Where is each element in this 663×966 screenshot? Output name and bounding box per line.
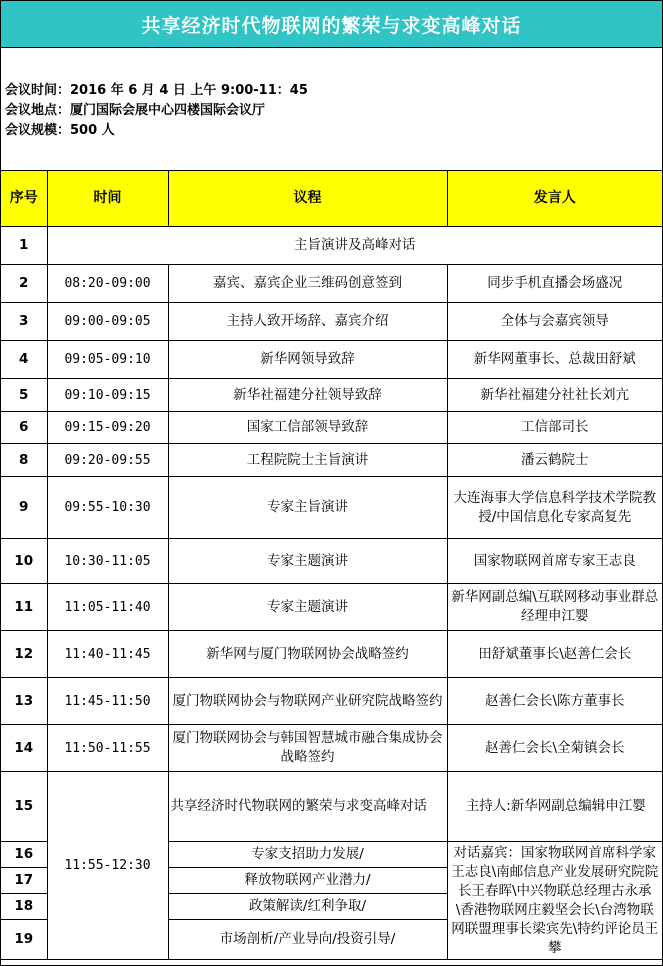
header-no: 序号 [1,171,47,227]
row-speaker: 田舒斌董事长\赵善仁会长 [447,631,662,678]
table-row [1,725,662,772]
row-agenda: 专家主旨演讲 [168,477,447,539]
row-no: 8 [1,444,47,477]
row-agenda: 厦门物联网协会与物联网产业研究院战略签约 [168,678,447,725]
header-speaker: 发言人 [447,171,662,227]
row-no: 4 [1,341,47,379]
row-time: 09:10-09:15 [47,379,168,412]
row-time: 11:50-11:55 [47,725,168,772]
row-time: 10:30-11:05 [47,539,168,584]
row-speaker: 同步手机直播会场盛况 [447,265,662,303]
row-agenda: 新华网领导致辞 [168,341,447,379]
dialogue-host: 主持人:新华网副总编辑申江婴 [447,772,662,842]
row-time: 08:20-09:00 [47,265,168,303]
row-time: 09:20-09:55 [47,444,168,477]
meeting-time: 会议时间：2016 年 6 月 4 日 上午 9:00-11：45 [5,83,308,98]
meeting-place: 会议地点：厦门国际会展中心四楼国际会议厅 [5,103,266,118]
table-row [1,341,662,379]
row-agenda: 共享经济时代物联网的繁荣与求变高峰对话 [168,772,447,842]
dialogue-guests: 对话嘉宾：国家物联网首席科学家王志良\南邮信息产业发展研究院院长王春晖\中兴物联总经理古永承\香港物联网庄毅坚会长\台湾物联网联盟理事长梁宾先\特约评论员王攀 [447,842,662,960]
table-row [1,379,662,412]
header-agenda: 议程 [168,171,447,227]
row-speaker: 新华社福建分社社长刘亢 [447,379,662,412]
row-time: 09:15-09:20 [47,412,168,444]
row-no: 1 [1,227,47,265]
row-no: 18 [1,894,47,920]
row-agenda: 厦门物联网协会与韩国智慧城市融合集成协会战略签约 [168,725,447,772]
row-agenda: 国家工信部领导致辞 [168,412,447,444]
row-no: 17 [1,868,47,894]
row-speaker: 工信部司长 [447,412,662,444]
table-row [1,678,662,725]
row-time: 09:00-09:05 [47,303,168,341]
row-time: 09:05-09:10 [47,341,168,379]
row-time: 11:05-11:40 [47,584,168,631]
table-row [1,584,662,631]
row-time: 11:40-11:45 [47,631,168,678]
row-agenda: 专家主题演讲 [168,584,447,631]
row-agenda: 专家主题演讲 [168,539,447,584]
row-time: 11:45-11:50 [47,678,168,725]
row-speaker: 新华网副总编\互联网移动事业群总经理申江婴 [447,584,662,631]
row-agenda: 专家支招助力发展/ [168,842,447,868]
row-no: 2 [1,265,47,303]
row-no: 13 [1,678,47,725]
dialogue-time: 11:55-12:30 [47,772,168,960]
table-row [1,631,662,678]
row-no: 5 [1,379,47,412]
row-speaker: 赵善仁会长\陈方董事长 [447,678,662,725]
row-agenda: 工程院院士主旨演讲 [168,444,447,477]
row-speaker: 国家物联网首席专家王志良 [447,539,662,584]
row-no: 6 [1,412,47,444]
row-no: 9 [1,477,47,539]
table-row [1,265,662,303]
row-agenda: 新华社福建分社领导致辞 [168,379,447,412]
row-agenda: 政策解读/红利争取/ [168,894,447,920]
table-row [1,303,662,341]
row-speaker: 赵善仁会长\全菊镇会长 [447,725,662,772]
row-no: 10 [1,539,47,584]
meeting-scale: 会议规模：500 人 [5,123,115,138]
row-speaker: 潘云鹤院士 [447,444,662,477]
row-no: 14 [1,725,47,772]
table-header-row [1,171,662,227]
row-section-title: 主旨演讲及高峰对话 [47,227,662,265]
table-row [1,539,662,584]
row-no: 3 [1,303,47,341]
header-time: 时间 [47,171,168,227]
meeting-info [1,48,662,171]
table-row [1,444,662,477]
table-row [1,412,662,444]
row-agenda: 新华网与厦门物联网协会战略签约 [168,631,447,678]
row-no: 11 [1,584,47,631]
row-no: 19 [1,920,47,960]
row-time: 09:55-10:30 [47,477,168,539]
row-no: 12 [1,631,47,678]
agenda-table [1,171,662,960]
table-row [1,477,662,539]
document-title: 共享经济时代物联网的繁荣与求变高峰对话 [1,1,662,48]
row-no: 15 [1,772,47,842]
table-row [1,227,662,265]
row-agenda: 市场剖析/产业导向/投资引导/ [168,920,447,960]
row-agenda: 嘉宾、嘉宾企业三维码创意签到 [168,265,447,303]
row-no: 16 [1,842,47,868]
row-speaker: 新华网董事长、总裁田舒斌 [447,341,662,379]
row-speaker: 全体与会嘉宾领导 [447,303,662,341]
row-agenda: 释放物联网产业潜力/ [168,868,447,894]
row-speaker: 大连海事大学信息科学技术学院教授/中国信息化专家高复先 [447,477,662,539]
row-agenda: 主持人致开场辞、嘉宾介绍 [168,303,447,341]
table-row [1,772,662,842]
